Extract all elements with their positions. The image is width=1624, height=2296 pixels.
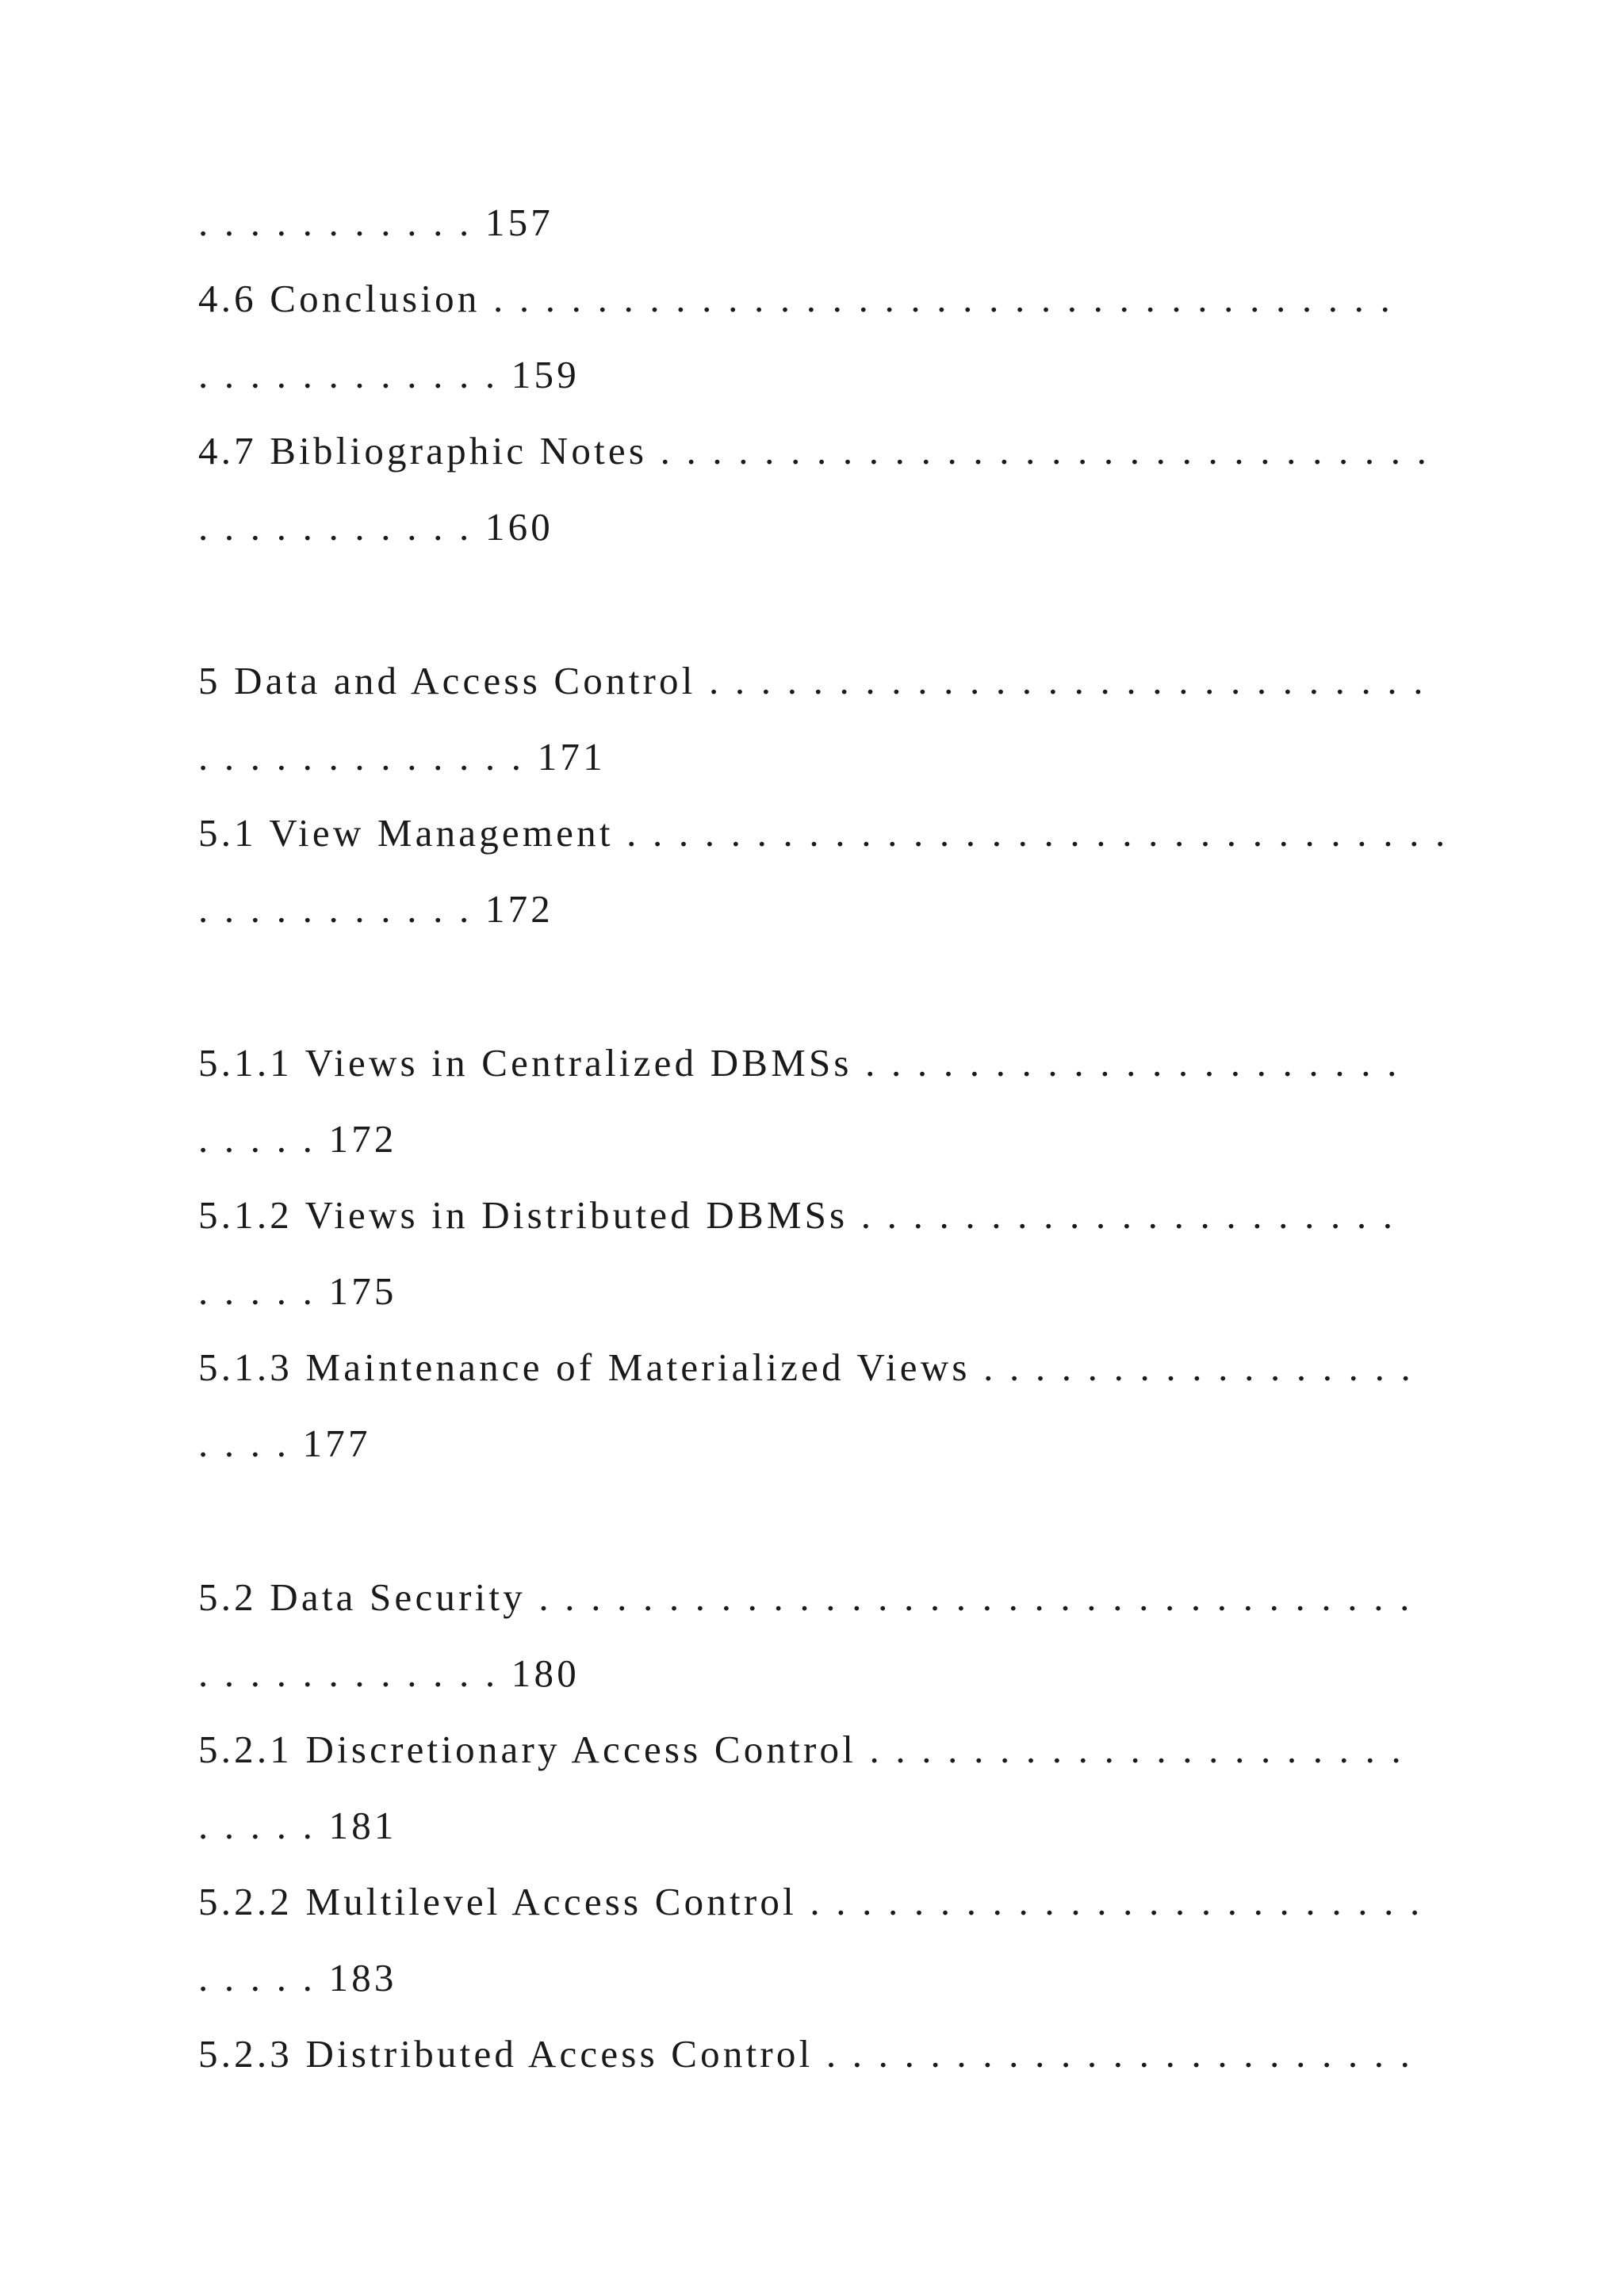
toc-entry-5-2-3: 5.2.3 Distributed Access Control . . . . . . . . . . . . . . . . . . . . . . . xyxy=(198,2032,1414,2076)
toc-entry-5-2-1: 5.2.1 Discretionary Access Control . . . . . . . . . . . . . . . . . . . . . xyxy=(198,1728,1404,1771)
toc-continuation-line: . . . . . 175 xyxy=(198,1269,397,1313)
toc-continuation-line: . . . . . . . . . . . . . 171 xyxy=(198,735,606,779)
toc-entry-chapter-5: 5 Data and Access Control . . . . . . . . . . . . . . . . . . . . . . . . . . . . xyxy=(198,659,1427,702)
toc-continuation-line: . . . . . . . . . . . 157 xyxy=(198,201,553,244)
toc-continuation-line: . . . . . 183 xyxy=(198,1956,397,1999)
toc-continuation-line: . . . . . . . . . . . 172 xyxy=(198,887,553,931)
toc-entry-5-1-3: 5.1.3 Maintenance of Materialized Views . . . . . . . . . . . . . . . . . xyxy=(198,1345,1414,1389)
toc-continuation-line: . . . . . 181 xyxy=(198,1804,397,1847)
toc-entry-5-1-1: 5.1.1 Views in Centralized DBMSs . . . . . . . . . . . . . . . . . . . . . xyxy=(198,1041,1400,1085)
toc-entry-5-2: 5.2 Data Security . . . . . . . . . . . . . . . . . . . . . . . . . . . . . . . . . . xyxy=(198,1575,1413,1619)
toc-entry-4-7: 4.7 Bibliographic Notes . . . . . . . . . . . . . . . . . . . . . . . . . . . . . . xyxy=(198,429,1431,473)
toc-entry-5-2-2: 5.2.2 Multilevel Access Control . . . . . . . . . . . . . . . . . . . . . . . . xyxy=(198,1880,1423,1923)
toc-continuation-line: . . . . . . . . . . . 160 xyxy=(198,505,553,549)
toc-continuation-line: . . . . 177 xyxy=(198,1422,371,1465)
toc-continuation-line: . . . . . . . . . . . . 180 xyxy=(198,1651,580,1695)
toc-entry-5-1-2: 5.1.2 Views in Distributed DBMSs . . . . . . . . . . . . . . . . . . . . . xyxy=(198,1193,1396,1237)
toc-entry-4-6: 4.6 Conclusion . . . . . . . . . . . . . . . . . . . . . . . . . . . . . . . . . . . xyxy=(198,277,1394,320)
toc-entry-5-1: 5.1 View Management . . . . . . . . . . . . . . . . . . . . . . . . . . . . . . . . xyxy=(198,811,1449,855)
toc-continuation-line: . . . . . . . . . . . . 159 xyxy=(198,353,580,396)
toc-continuation-line: . . . . . 172 xyxy=(198,1117,397,1161)
